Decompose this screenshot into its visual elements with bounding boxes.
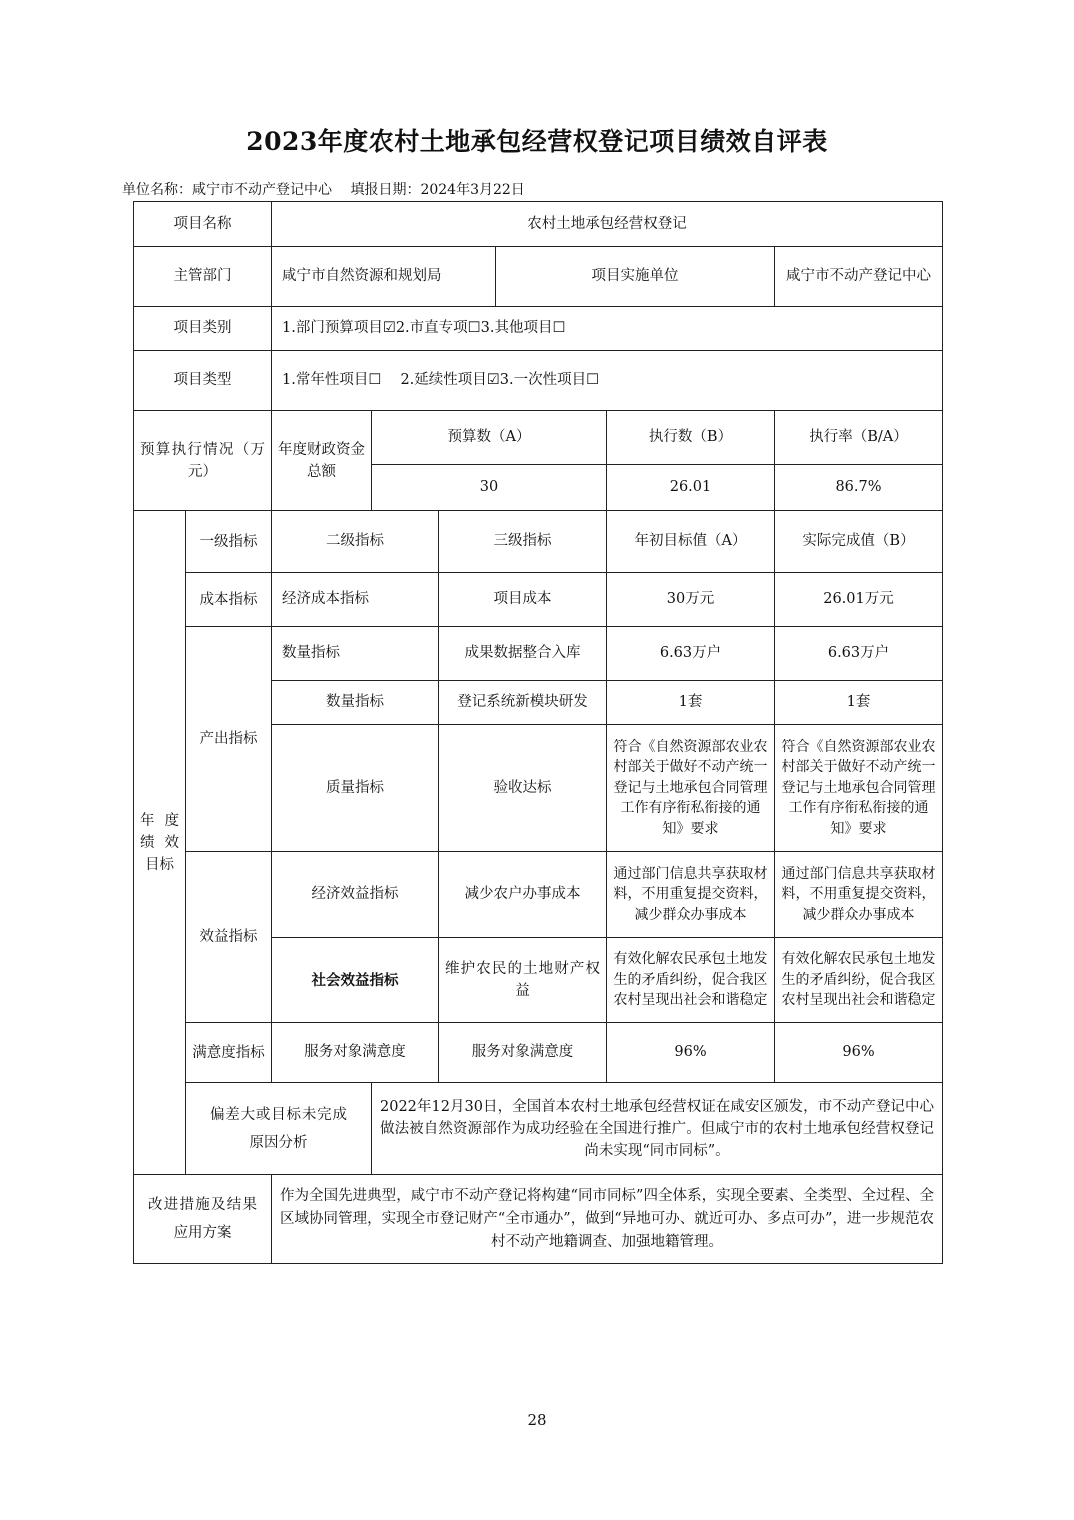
impl-value: 咸宁市不动产登记中心 [775, 247, 943, 307]
type-value: 1.常年性项目☐ 2.延续性项目☑3.一次性项目☐ [272, 351, 943, 411]
satisfaction-level3: 服务对象满意度 [439, 1023, 607, 1083]
output-actual: 符合《自然资源部农业农村部关于做好不动产统一登记与土地承包合同管理工作有序衔私衔接的通知》要求 [775, 725, 943, 852]
header-level1: 一级指标 [186, 511, 272, 573]
type-label: 项目类型 [134, 351, 272, 411]
benefit-indicator-label: 效益指标 [186, 852, 272, 1023]
rate-value: 86.7% [775, 465, 943, 511]
improvement-text: 作为全国先进典型，咸宁市不动产登记将构建“同市同标”四全体系，实现全要素、全类型、全过程、全区域协同管理，实现全市登记财产“全市通办”，做到“异地可办、就近可办、多点可办”，进一步规范农村不动产地籍调查、加强地籍管理。 [272, 1175, 943, 1264]
project-name-value: 农村土地承包经营权登记 [272, 202, 943, 247]
budget-label: 预算执行情况（万元） [134, 411, 272, 511]
category-value: 1.部门预算项目☑2.市直专项☐3.其他项目☐ [272, 307, 943, 351]
deviation-label: 偏差大或目标未完成原因分析 [186, 1083, 372, 1175]
cost-indicator-label: 成本指标 [186, 573, 272, 627]
output-level3: 登记系统新模块研发 [439, 681, 607, 725]
satisfaction-actual: 96% [775, 1023, 943, 1083]
output-actual: 1套 [775, 681, 943, 725]
cost-actual: 26.01万元 [775, 573, 943, 627]
benefit-level3: 维护农民的土地财产权益 [439, 938, 607, 1023]
annual-goal-label: 年度绩效目标 [134, 511, 186, 1175]
benefit-level3: 减少农户办事成本 [439, 852, 607, 938]
page-number: 28 [527, 1411, 547, 1429]
cost-target: 30万元 [607, 573, 775, 627]
output-target: 1套 [607, 681, 775, 725]
benefit-actual: 通过部门信息共享获取材料，不用重复提交资料，减少群众办事成本 [775, 852, 943, 938]
output-level2: 数量指标 [272, 681, 439, 725]
header-level2: 二级指标 [272, 511, 439, 573]
benefit-target: 有效化解农民承包土地发生的矛盾纠纷，促合我区农村呈现出社会和谐稳定 [607, 938, 775, 1023]
deviation-text: 2022年12月30日，全国首本农村土地承包经营权证在咸安区颁发，市不动产登记中心做法被自然资源部作为成功经验在全国进行推广。但咸宁市的农村土地承包经营权登记尚未实现“同市同标”。 [372, 1083, 943, 1175]
rate-label: 执行率（B/A） [775, 411, 943, 465]
evaluation-table [133, 201, 943, 1264]
dept-value: 咸宁市自然资源和规划局 [272, 247, 496, 307]
project-name-label: 项目名称 [134, 202, 272, 247]
improvement-label: 改进措施及结果应用方案 [134, 1175, 272, 1264]
output-target: 6.63万户 [607, 627, 775, 681]
cost-level2: 经济成本指标 [272, 573, 439, 627]
impl-label: 项目实施单位 [496, 247, 775, 307]
output-level3: 验收达标 [439, 725, 607, 852]
fill-date: 填报日期：2024年3月22日 [350, 182, 525, 198]
budget-a-label: 预算数（A） [372, 411, 607, 465]
output-level3: 成果数据整合入库 [439, 627, 607, 681]
category-label: 项目类别 [134, 307, 272, 351]
header-actual: 实际完成值（B） [775, 511, 943, 573]
satisfaction-level2: 服务对象满意度 [272, 1023, 439, 1083]
benefit-actual: 有效化解农民承包土地发生的矛盾纠纷，促合我区农村呈现出社会和谐稳定 [775, 938, 943, 1023]
output-level2: 数量指标 [272, 627, 439, 681]
output-target: 符合《自然资源部农业农村部关于做好不动产统一登记与土地承包合同管理工作有序衔私衔接的通知》要求 [607, 725, 775, 852]
exec-b-value: 26.01 [607, 465, 775, 511]
header-target: 年初目标值（A） [607, 511, 775, 573]
exec-b-label: 执行数（B） [607, 411, 775, 465]
unit-name: 单位名称：咸宁市不动产登记中心 [122, 182, 332, 198]
output-level2: 质量指标 [272, 725, 439, 852]
satisfaction-indicator-label: 满意度指标 [186, 1023, 272, 1083]
benefit-target: 通过部门信息共享获取材料，不用重复提交资料，减少群众办事成本 [607, 852, 775, 938]
page-title: 2023年度农村土地承包经营权登记项目绩效自评表 [246, 127, 828, 156]
dept-label: 主管部门 [134, 247, 272, 307]
output-actual: 6.63万户 [775, 627, 943, 681]
fund-label: 年度财政资金总额 [272, 411, 372, 511]
benefit-level2: 社会效益指标 [272, 938, 439, 1023]
cost-level3: 项目成本 [439, 573, 607, 627]
budget-a-value: 30 [372, 465, 607, 511]
header-level3: 三级指标 [439, 511, 607, 573]
benefit-level2: 经济效益指标 [272, 852, 439, 938]
form-meta [122, 179, 539, 199]
output-indicator-label: 产出指标 [186, 627, 272, 852]
satisfaction-target: 96% [607, 1023, 775, 1083]
